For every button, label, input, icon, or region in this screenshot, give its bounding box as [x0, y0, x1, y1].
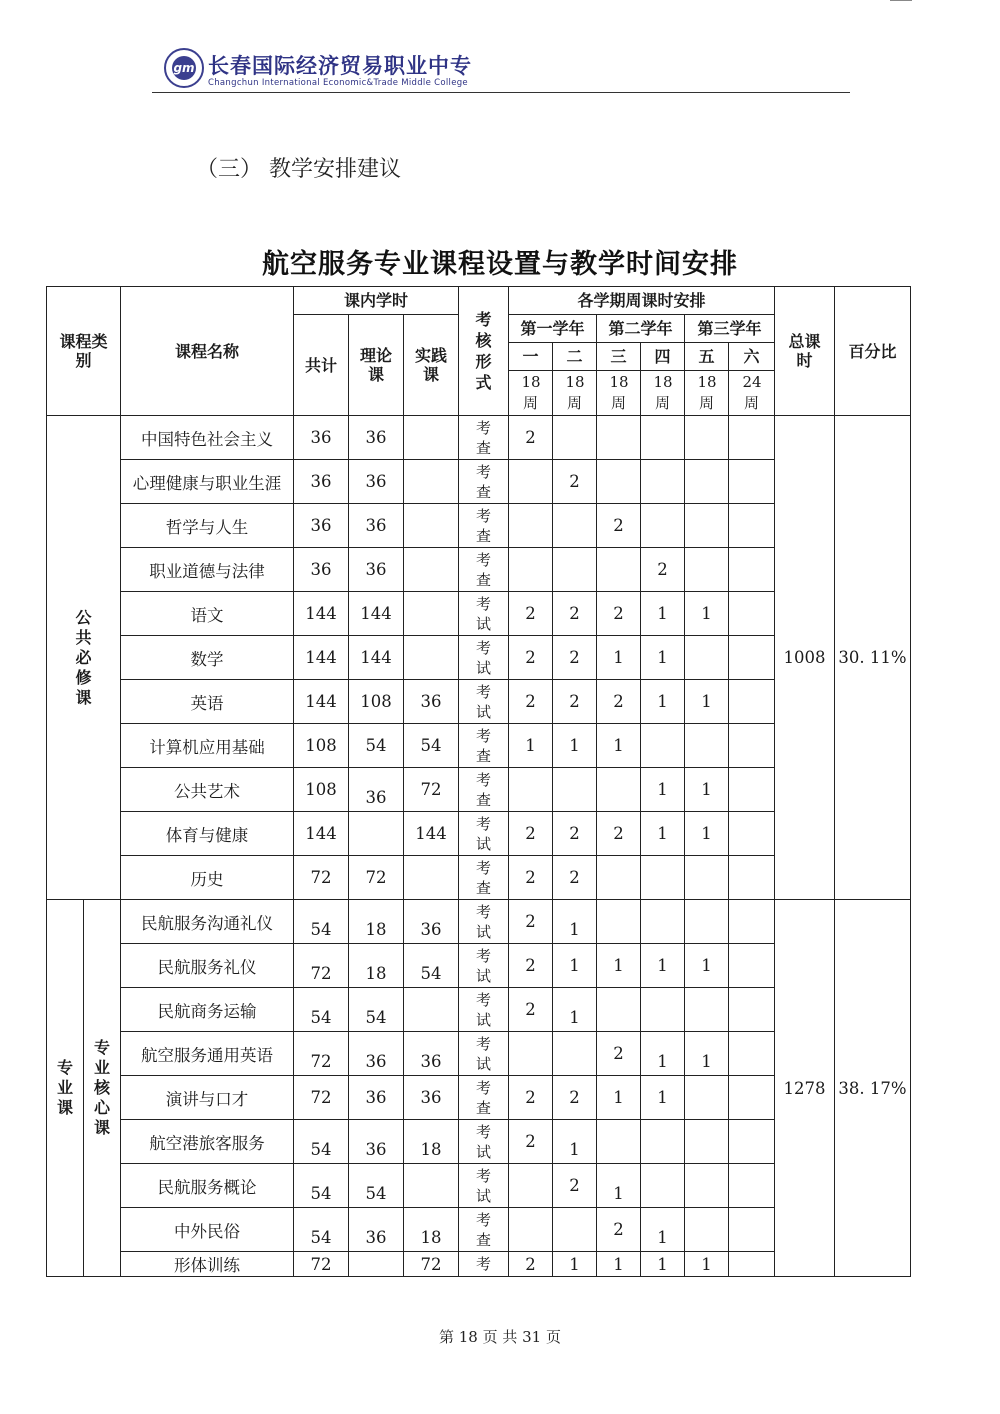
term-1-hours-cell: 2	[509, 900, 553, 944]
hours-theory-cell: 36	[349, 416, 404, 460]
hours-theory-cell: 54	[349, 1164, 404, 1208]
term-5-hours-cell	[685, 504, 729, 548]
term-6-hours-cell	[729, 988, 775, 1032]
term-2-hours-cell: 2	[553, 592, 597, 636]
header-divider	[152, 92, 850, 93]
hours-total-cell: 36	[294, 548, 349, 592]
term-1-hours-cell: 2	[509, 944, 553, 988]
hours-total-cell: 144	[294, 680, 349, 724]
assessment-cell: 考试	[459, 812, 509, 856]
term-1-hours-cell	[509, 504, 553, 548]
header-total-hours: 总课时	[775, 287, 835, 416]
term-3-hours-cell: 2	[597, 504, 641, 548]
term-6-hours-cell	[729, 900, 775, 944]
term-4-hours-cell: 1	[641, 636, 685, 680]
term-5-hours-cell	[685, 1076, 729, 1120]
hours-total-cell: 72	[294, 856, 349, 900]
hours-practice-cell: 36	[404, 680, 459, 724]
hours-practice-cell	[404, 636, 459, 680]
term-5-hours-cell	[685, 460, 729, 504]
term-1-hours-cell: 2	[509, 636, 553, 680]
term-6-hours-cell	[729, 504, 775, 548]
hours-theory-cell: 36	[349, 768, 404, 812]
assessment-cell: 考试	[459, 1032, 509, 1076]
term-3-hours-cell: 2	[597, 1208, 641, 1252]
course-name-cell: 公共艺术	[121, 768, 294, 812]
hours-theory-cell: 18	[349, 900, 404, 944]
course-row	[47, 416, 911, 460]
term-4-hours-cell	[641, 856, 685, 900]
course-name-cell: 英语	[121, 680, 294, 724]
assessment-cell: 考查	[459, 504, 509, 548]
term-5-hours-cell: 1	[685, 680, 729, 724]
term-6-hours-cell	[729, 944, 775, 988]
hours-practice-cell	[404, 988, 459, 1032]
hours-total-cell: 144	[294, 812, 349, 856]
header-term-2: 二	[553, 343, 597, 371]
term-3-hours-cell	[597, 900, 641, 944]
page-corner-mark	[890, 0, 912, 5]
course-name-cell: 民航服务礼仪	[121, 944, 294, 988]
hours-theory-cell: 54	[349, 724, 404, 768]
term-1-hours-cell: 2	[509, 592, 553, 636]
hours-total-cell: 36	[294, 504, 349, 548]
hours-total-cell: 54	[294, 1164, 349, 1208]
header-total: 共计	[294, 315, 349, 416]
term-3-hours-cell: 1	[597, 1076, 641, 1120]
header-weeks-6: 24周	[729, 371, 775, 416]
term-1-hours-cell: 2	[509, 1076, 553, 1120]
course-name-cell: 历史	[121, 856, 294, 900]
header-term-3: 三	[597, 343, 641, 371]
term-2-hours-cell: 2	[553, 1164, 597, 1208]
course-name-cell: 职业道德与法律	[121, 548, 294, 592]
course-name-cell: 民航服务沟通礼仪	[121, 900, 294, 944]
hours-total-cell: 54	[294, 1208, 349, 1252]
course-row	[47, 900, 911, 944]
hours-theory-cell: 144	[349, 636, 404, 680]
hours-practice-cell: 72	[404, 768, 459, 812]
header-term-1: 一	[509, 343, 553, 371]
total-hours-cell: 1008	[775, 416, 835, 900]
assessment-cell: 考试	[459, 988, 509, 1032]
hours-total-cell: 72	[294, 944, 349, 988]
school-header	[160, 38, 860, 98]
term-4-hours-cell	[641, 724, 685, 768]
assessment-cell: 考查	[459, 768, 509, 812]
assessment-cell: 考查	[459, 1208, 509, 1252]
hours-total-cell: 54	[294, 988, 349, 1032]
term-4-hours-cell: 1	[641, 1076, 685, 1120]
term-4-hours-cell	[641, 1164, 685, 1208]
term-2-hours-cell: 1	[553, 944, 597, 988]
term-5-hours-cell: 1	[685, 944, 729, 988]
assessment-cell: 考查	[459, 460, 509, 504]
hours-practice-cell: 144	[404, 812, 459, 856]
hours-theory-cell	[349, 812, 404, 856]
category-cell: 公共必修课	[47, 416, 121, 900]
term-5-hours-cell: 1	[685, 1252, 729, 1277]
term-5-hours-cell: 1	[685, 592, 729, 636]
term-3-hours-cell	[597, 768, 641, 812]
term-4-hours-cell	[641, 988, 685, 1032]
assessment-cell: 考试	[459, 900, 509, 944]
hours-practice-cell: 36	[404, 1032, 459, 1076]
term-6-hours-cell	[729, 1208, 775, 1252]
term-4-hours-cell	[641, 1120, 685, 1164]
logo-monogram: gm	[172, 56, 196, 80]
header-weeks-5: 18周	[685, 371, 729, 416]
hours-theory-cell: 108	[349, 680, 404, 724]
header-term-6: 六	[729, 343, 775, 371]
hours-theory-cell: 18	[349, 944, 404, 988]
assessment-cell: 考查	[459, 548, 509, 592]
hours-practice-cell	[404, 1164, 459, 1208]
term-6-hours-cell	[729, 1076, 775, 1120]
hours-practice-cell: 54	[404, 944, 459, 988]
hours-practice-cell: 72	[404, 1252, 459, 1277]
course-name-cell: 中国特色社会主义	[121, 416, 294, 460]
assessment-cell: 考查	[459, 724, 509, 768]
course-name-cell: 语文	[121, 592, 294, 636]
school-logo	[164, 48, 204, 88]
page-footer: 第 18 页 共 31 页	[438, 1328, 561, 1346]
term-1-hours-cell: 2	[509, 988, 553, 1032]
assessment-cell: 考试	[459, 1120, 509, 1164]
header-weekly-schedule: 各学期周课时安排	[509, 287, 775, 315]
header-theory: 理论课	[349, 315, 404, 416]
assessment-cell: 考试	[459, 1164, 509, 1208]
hours-theory-cell	[349, 1252, 404, 1277]
course-name-cell: 民航商务运输	[121, 988, 294, 1032]
hours-theory-cell: 36	[349, 1076, 404, 1120]
term-6-hours-cell	[729, 724, 775, 768]
hours-total-cell: 36	[294, 460, 349, 504]
term-1-hours-cell	[509, 1032, 553, 1076]
term-3-hours-cell	[597, 548, 641, 592]
term-3-hours-cell	[597, 416, 641, 460]
total-hours-cell: 1278	[775, 900, 835, 1277]
hours-theory-cell: 36	[349, 548, 404, 592]
hours-theory-cell: 36	[349, 1032, 404, 1076]
term-5-hours-cell	[685, 1164, 729, 1208]
term-6-hours-cell	[729, 592, 775, 636]
course-name-cell: 航空港旅客服务	[121, 1120, 294, 1164]
term-1-hours-cell	[509, 1164, 553, 1208]
school-name-cn: 长春国际经济贸易职业中专	[208, 54, 472, 78]
term-3-hours-cell: 2	[597, 592, 641, 636]
hours-practice-cell	[404, 592, 459, 636]
hours-total-cell: 144	[294, 592, 349, 636]
term-1-hours-cell	[509, 768, 553, 812]
term-1-hours-cell: 2	[509, 1120, 553, 1164]
term-1-hours-cell: 2	[509, 416, 553, 460]
term-3-hours-cell	[597, 1120, 641, 1164]
term-4-hours-cell	[641, 460, 685, 504]
header-weeks-3: 18周	[597, 371, 641, 416]
hours-practice-cell: 36	[404, 1076, 459, 1120]
assessment-cell: 考试	[459, 680, 509, 724]
term-4-hours-cell: 1	[641, 1032, 685, 1076]
term-4-hours-cell: 1	[641, 1208, 685, 1252]
term-3-hours-cell: 1	[597, 1252, 641, 1277]
hours-theory-cell: 36	[349, 1120, 404, 1164]
hours-total-cell: 144	[294, 636, 349, 680]
header-class-hours: 课内学时	[294, 287, 459, 315]
term-6-hours-cell	[729, 416, 775, 460]
term-2-hours-cell: 2	[553, 1076, 597, 1120]
hours-total-cell: 72	[294, 1032, 349, 1076]
section-title: （三） 教学安排建议	[196, 157, 401, 182]
hours-practice-cell	[404, 504, 459, 548]
term-3-hours-cell: 1	[597, 1164, 641, 1208]
hours-total-cell: 108	[294, 768, 349, 812]
course-name-cell: 中外民俗	[121, 1208, 294, 1252]
hours-theory-cell: 54	[349, 988, 404, 1032]
term-4-hours-cell: 2	[641, 548, 685, 592]
header-year-2: 第二学年	[597, 315, 685, 343]
hours-total-cell: 54	[294, 1120, 349, 1164]
course-name-cell: 体育与健康	[121, 812, 294, 856]
term-4-hours-cell	[641, 416, 685, 460]
header-course-name: 课程名称	[121, 287, 294, 416]
assessment-cell: 考试	[459, 636, 509, 680]
header-year-1: 第一学年	[509, 315, 597, 343]
term-4-hours-cell: 1	[641, 1252, 685, 1277]
school-name-en: Changchun International Economic&Trade Middle College	[208, 78, 468, 88]
hours-practice-cell	[404, 548, 459, 592]
term-3-hours-cell	[597, 460, 641, 504]
header-weeks-2: 18周	[553, 371, 597, 416]
term-1-hours-cell: 2	[509, 856, 553, 900]
term-4-hours-cell	[641, 900, 685, 944]
hours-total-cell: 54	[294, 900, 349, 944]
term-2-hours-cell	[553, 548, 597, 592]
percentage-cell: 38. 17%	[835, 900, 911, 1277]
term-3-hours-cell: 2	[597, 680, 641, 724]
hours-total-cell: 72	[294, 1076, 349, 1120]
term-3-hours-cell: 1	[597, 636, 641, 680]
header-percentage: 百分比	[835, 287, 911, 416]
term-2-hours-cell: 1	[553, 1252, 597, 1277]
term-5-hours-cell: 1	[685, 812, 729, 856]
course-name-cell: 哲学与人生	[121, 504, 294, 548]
term-5-hours-cell	[685, 724, 729, 768]
hours-practice-cell: 18	[404, 1120, 459, 1164]
term-4-hours-cell: 1	[641, 680, 685, 724]
hours-practice-cell	[404, 416, 459, 460]
course-name-cell: 心理健康与职业生涯	[121, 460, 294, 504]
term-6-hours-cell	[729, 812, 775, 856]
term-3-hours-cell	[597, 988, 641, 1032]
term-3-hours-cell: 1	[597, 724, 641, 768]
term-5-hours-cell: 1	[685, 768, 729, 812]
hours-practice-cell: 18	[404, 1208, 459, 1252]
hours-practice-cell: 54	[404, 724, 459, 768]
assessment-cell: 考试	[459, 944, 509, 988]
term-3-hours-cell: 1	[597, 944, 641, 988]
term-4-hours-cell: 1	[641, 944, 685, 988]
term-2-hours-cell	[553, 1032, 597, 1076]
term-5-hours-cell	[685, 988, 729, 1032]
term-6-hours-cell	[729, 548, 775, 592]
header-weeks-4: 18周	[641, 371, 685, 416]
hours-theory-cell: 36	[349, 504, 404, 548]
term-1-hours-cell	[509, 548, 553, 592]
term-4-hours-cell: 1	[641, 592, 685, 636]
term-2-hours-cell: 2	[553, 636, 597, 680]
term-2-hours-cell: 2	[553, 856, 597, 900]
header-category: 课程类别	[47, 287, 121, 416]
term-1-hours-cell: 2	[509, 680, 553, 724]
term-6-hours-cell	[729, 1032, 775, 1076]
term-2-hours-cell: 1	[553, 900, 597, 944]
assessment-cell: 考	[459, 1252, 509, 1277]
term-2-hours-cell: 2	[553, 460, 597, 504]
header-weeks-1: 18周	[509, 371, 553, 416]
term-6-hours-cell	[729, 1120, 775, 1164]
term-6-hours-cell	[729, 1164, 775, 1208]
course-name-cell: 航空服务通用英语	[121, 1032, 294, 1076]
term-5-hours-cell	[685, 416, 729, 460]
hours-total-cell: 72	[294, 1252, 349, 1277]
header-term-4: 四	[641, 343, 685, 371]
term-2-hours-cell: 2	[553, 680, 597, 724]
assessment-cell: 考查	[459, 416, 509, 460]
term-2-hours-cell: 1	[553, 724, 597, 768]
term-2-hours-cell: 1	[553, 988, 597, 1032]
header-year-3: 第三学年	[685, 315, 775, 343]
course-name-cell: 民航服务概论	[121, 1164, 294, 1208]
hours-total-cell: 108	[294, 724, 349, 768]
term-6-hours-cell	[729, 680, 775, 724]
term-1-hours-cell	[509, 1208, 553, 1252]
term-1-hours-cell: 2	[509, 1252, 553, 1277]
term-2-hours-cell: 2	[553, 812, 597, 856]
course-schedule-table	[46, 286, 911, 1277]
course-name-cell: 数学	[121, 636, 294, 680]
term-5-hours-cell: 1	[685, 1032, 729, 1076]
header-assessment: 考核形式	[459, 287, 509, 416]
course-name-cell: 演讲与口才	[121, 1076, 294, 1120]
percentage-cell: 30. 11%	[835, 416, 911, 900]
assessment-cell: 考查	[459, 1076, 509, 1120]
header-practice: 实践课	[404, 315, 459, 416]
subcategory-cell: 专业核心课	[84, 900, 121, 1277]
term-5-hours-cell	[685, 1120, 729, 1164]
term-6-hours-cell	[729, 768, 775, 812]
term-2-hours-cell	[553, 504, 597, 548]
assessment-cell: 考查	[459, 856, 509, 900]
hours-theory-cell: 36	[349, 460, 404, 504]
term-6-hours-cell	[729, 460, 775, 504]
course-name-cell: 形体训练	[121, 1252, 294, 1277]
term-3-hours-cell	[597, 856, 641, 900]
category-cell: 专业课	[47, 900, 84, 1277]
term-3-hours-cell: 2	[597, 812, 641, 856]
course-name-cell: 计算机应用基础	[121, 724, 294, 768]
header-term-5: 五	[685, 343, 729, 371]
hours-theory-cell: 72	[349, 856, 404, 900]
hours-practice-cell: 36	[404, 900, 459, 944]
term-6-hours-cell	[729, 856, 775, 900]
assessment-cell: 考试	[459, 592, 509, 636]
term-2-hours-cell	[553, 1208, 597, 1252]
term-5-hours-cell	[685, 636, 729, 680]
term-2-hours-cell: 1	[553, 1120, 597, 1164]
hours-practice-cell	[404, 856, 459, 900]
hours-theory-cell: 36	[349, 1208, 404, 1252]
term-5-hours-cell	[685, 900, 729, 944]
term-5-hours-cell	[685, 856, 729, 900]
term-5-hours-cell	[685, 548, 729, 592]
term-1-hours-cell: 2	[509, 812, 553, 856]
hours-theory-cell: 144	[349, 592, 404, 636]
term-2-hours-cell	[553, 768, 597, 812]
term-1-hours-cell: 1	[509, 724, 553, 768]
term-3-hours-cell: 2	[597, 1032, 641, 1076]
term-4-hours-cell: 1	[641, 768, 685, 812]
term-5-hours-cell	[685, 1208, 729, 1252]
term-6-hours-cell	[729, 1252, 775, 1277]
table-title: 航空服务专业课程设置与教学时间安排	[262, 249, 738, 280]
hours-practice-cell	[404, 460, 459, 504]
hours-total-cell: 36	[294, 416, 349, 460]
term-4-hours-cell	[641, 504, 685, 548]
term-1-hours-cell	[509, 460, 553, 504]
term-2-hours-cell	[553, 416, 597, 460]
term-6-hours-cell	[729, 636, 775, 680]
term-4-hours-cell: 1	[641, 812, 685, 856]
